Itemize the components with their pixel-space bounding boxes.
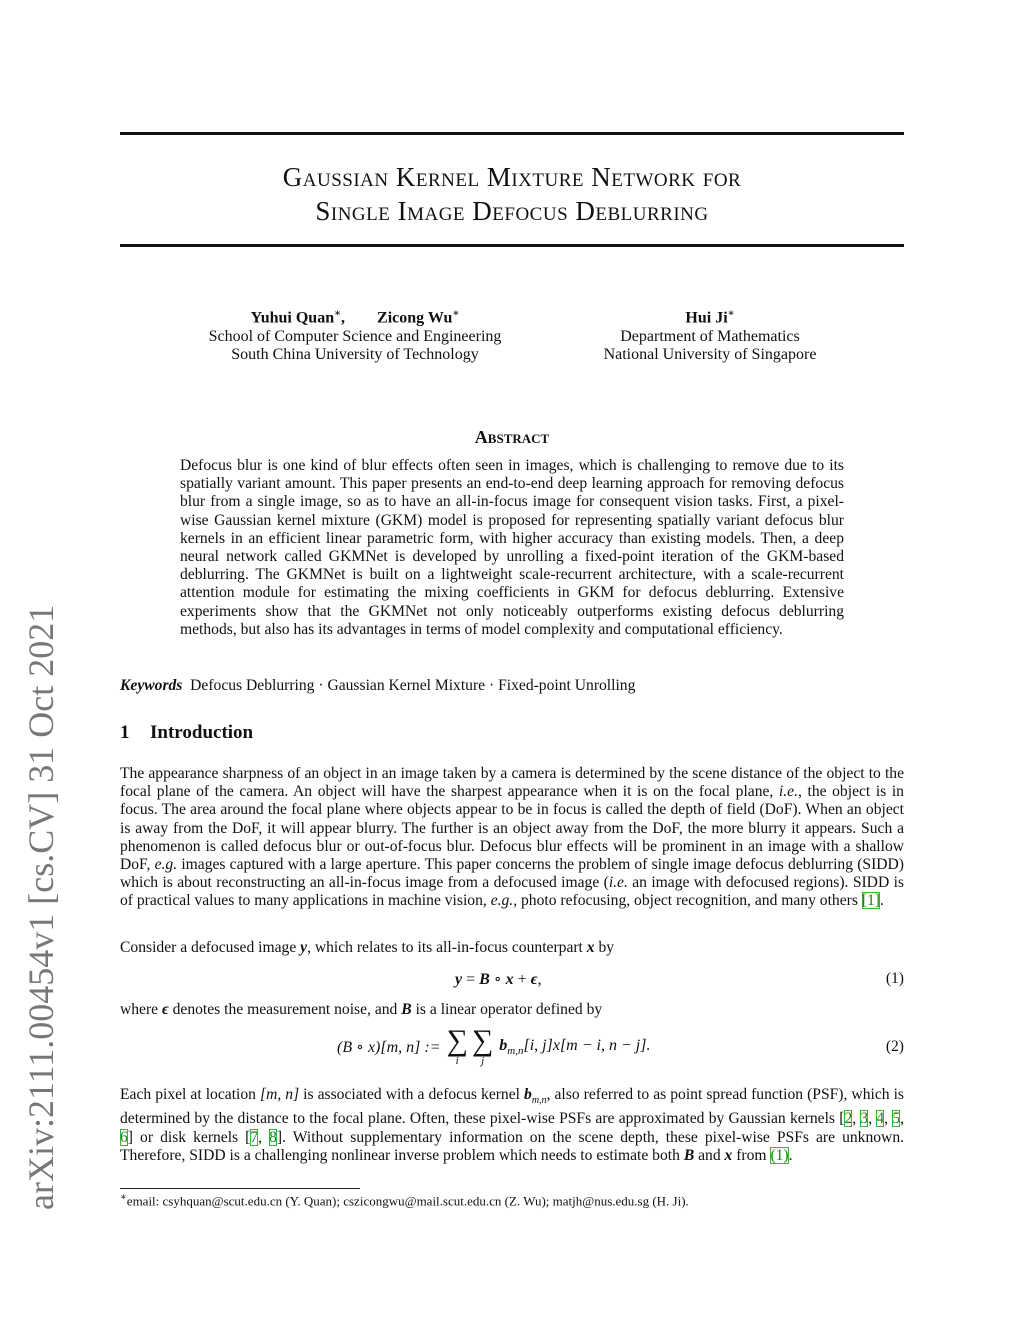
author-names-right: Hui Ji∗ (685, 308, 735, 327)
paper-title (120, 160, 904, 228)
citation-link[interactable]: 4 (876, 1110, 885, 1128)
author-affiliation: Department of Mathematics (620, 327, 800, 345)
section-number: 1 (120, 722, 130, 743)
intro-paragraph-4: Each pixel at location [m, n] is associated with a defocus kernel $b_{m,n}$, also referred to as point spread function (PSF), which is determined by the distance to the focal plane. Often, these pixel-wise PSFs are approximated by Gaussian kernels [2, 3, 4, 5, 6] or disk kernels [7, 8]. Without supplementary information on the scene depth, these pixel-wise PSFs are unknown. Therefore, SIDD is a challenging nonlinear inverse problem which needs to estimate both B and x from (1). (120, 1086, 905, 1164)
equation-reference-link[interactable]: (1) (770, 1146, 789, 1164)
author-names-left: Yuhui Quan∗, Zicong Wu∗ (250, 308, 460, 327)
citation-link[interactable]: 5 (892, 1110, 901, 1128)
footnote-rule (120, 1188, 360, 1189)
paper-title-line2: Single Image Defocus Deblurring (315, 196, 709, 226)
citation-link[interactable]: 6 (120, 1128, 128, 1146)
author-name: Yuhui Quan (250, 309, 335, 327)
citation-link[interactable]: 2 (844, 1110, 853, 1128)
citation-link[interactable]: 8 (269, 1128, 277, 1146)
intro-paragraph-3: where ϵ denotes the measurement noise, and B is a linear operator defined by (120, 1001, 603, 1018)
title-bottom-rule (120, 244, 904, 247)
citation-link[interactable]: 3 (860, 1110, 869, 1128)
paper-title-line1: Gaussian Kernel Mixture Network for (282, 162, 742, 192)
summation-symbol: ∑ j (471, 1024, 494, 1067)
author-block-left (190, 305, 520, 365)
arxiv-sidebar-label: arXiv:2111.00454v1 [cs.CV] 31 Oct 2021 (21, 604, 61, 1210)
section-title: Introduction (150, 722, 254, 743)
abstract-heading: Abstract (474, 427, 550, 447)
author-affiliation: School of Computer Science and Engineering (208, 327, 502, 345)
author-affiliation: National University of Singapore (603, 346, 817, 364)
equation-number-2: (2) (885, 1038, 904, 1055)
citation-link[interactable]: [1] (861, 892, 880, 910)
keywords-label: Keywords (120, 677, 183, 694)
author-block-right (580, 305, 840, 365)
keywords-line: Keywords Defocus Deblurring · Gaussian Kernel Mixture · Fixed-point Unrolling (120, 677, 636, 694)
keyword-item: Defocus Deblurring (190, 677, 315, 694)
section-heading-introduction (120, 722, 253, 744)
summation-symbol: ∑ i (446, 1024, 468, 1067)
equation-1: y = B ∘ x + ϵ, (455, 971, 542, 988)
abstract-text: Defocus blur is one kind of blur effects often seen in images, which is challenging to remove due to its spatially variant amount. This paper presents an end-to-end deep learning approach for removing defocus blur from a single image, so as to have an all-in-focus image for consequent vision tasks. First, a pixel-wise Gaussian kernel mixture (GKM) model is proposed for representing spatially variant defocus blur kernels in an efficient linear parametric form, with higher accuracy than existing models. Then, a deep neural network called GKMNet is developed by unrolling a fixed-point iteration of the GKM-based deblurring. The GKMNet is built on a lightweight scale-recurrent architecture, with a scale-recurrent attention module for estimating the mixing coefficients in GKM for defocus deblurring. Extensive experiments show that the GKMNet not only noticeably outperforms existing defocus deblurring methods, but also has its advantages in terms of model complexity and computational efficiency. (180, 457, 844, 638)
intro-paragraph-2: Consider a defocused image y, which relates to its all-in-focus counterpart x by (120, 939, 615, 956)
footnote-text: email: csyhquan@scut.edu.cn (Y. Quan); cszicongwu@mail.scut.edu.cn (Z. Wu); matjh@nus.edu.sg (H. Ji). (126, 1193, 689, 1209)
author-affiliation: South China University of Technology (231, 346, 479, 364)
title-top-rule (120, 132, 904, 135)
equation-number-1: (1) (885, 970, 904, 987)
citation-link[interactable]: 7 (250, 1128, 259, 1146)
footnote: ∗email: csyhquan@scut.edu.cn (Y. Quan); cszicongwu@mail.scut.edu.cn (Z. Wu); matjh@nus.edu.sg (H. Ji). (120, 1192, 689, 1209)
intro-paragraph-1: The appearance sharpness of an object in an image taken by a camera is determined by the scene distance of the object to the focal plane of the camera. An object will have the sharpest appearance when it is on the focal plane, i.e., the object is in focus. The area around the focal plane where objects appear to be in focus is called the depth of field (DoF). When an object is away from the DoF, it will appear blurry. The further is an object away from the DoF, the more blurry it appears. Such a phenomenon is called defocus blur or out-of-focus blur. Defocus blur effects will be prominent in an image with a shallow DoF, e.g. images captured with a large aperture. This paper concerns the problem of single image defocus deblurring (SIDD) which is about reconstructing an all-in-focus image from a defocused image (i.e. an image with defocused regions). SIDD is of practical values to many applications in machine vision, e.g., photo refocusing, object recognition, and many others [1]. (120, 765, 904, 910)
keyword-item: Fixed-point Unrolling (498, 677, 636, 694)
keyword-item: Gaussian Kernel Mixture (327, 677, 486, 694)
author-name: Zicong Wu (377, 309, 453, 327)
equation-2: (B ∘ x)[m, n] := ∑ i ∑ j $b_{m,n}[i$, j]x[m − i, n − j]. (337, 1024, 651, 1067)
author-name: Hui Ji (685, 309, 728, 327)
